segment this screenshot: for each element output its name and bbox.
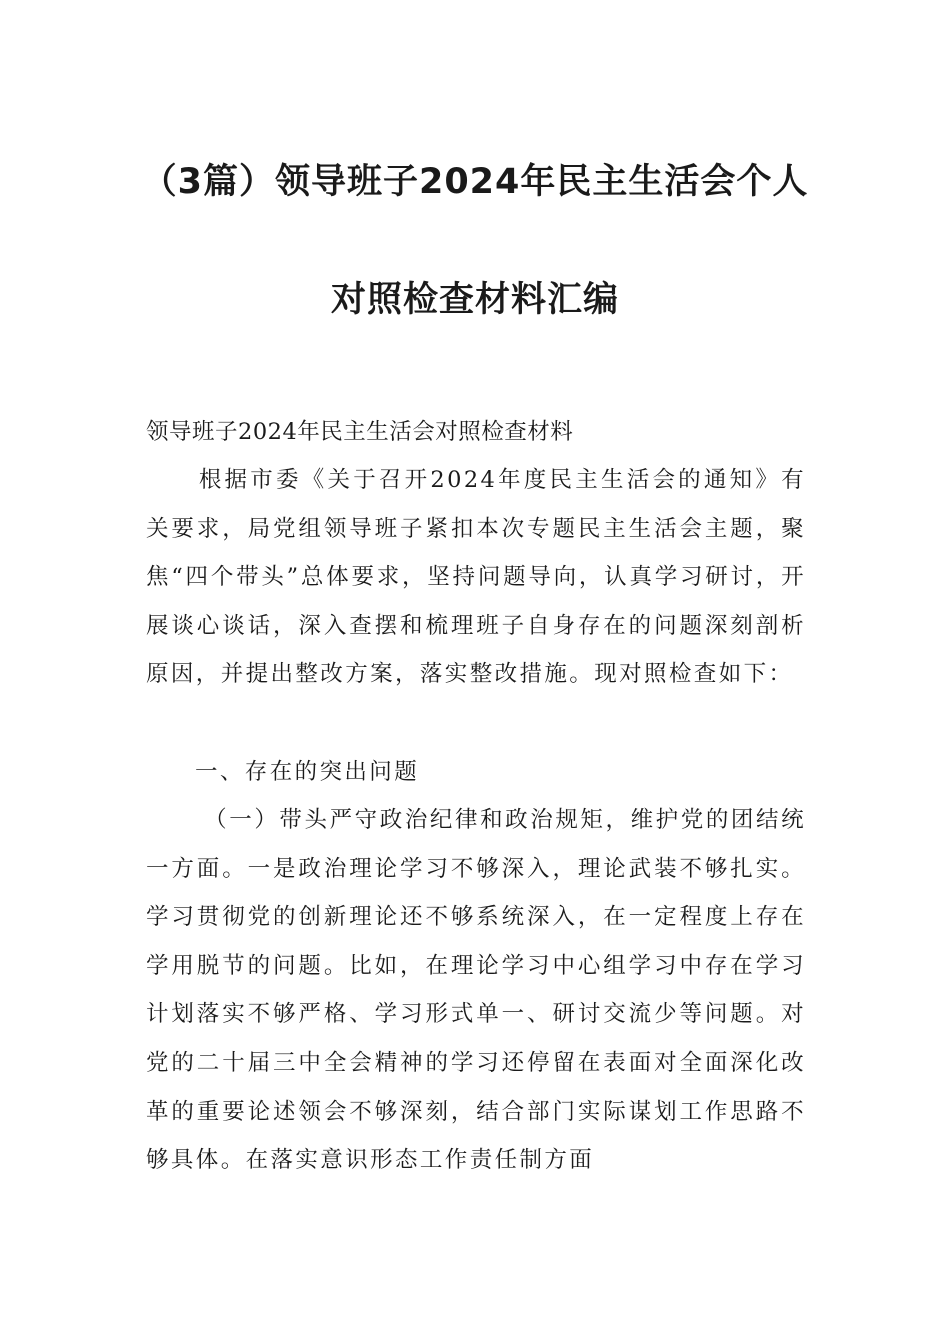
intro-paragraph-text: 根据市委《关于召开2024年度民主生活会的通知》有关要求，局党组领导班子紧扣本次专题民主生活会主题，聚焦“四个带头”总体要求，坚持问题导向，认真学习研讨，开展谈心谈话，深入查摆和梳理班子自身存在的问题深刻剖析原因，并提出整改方案，落实整改措施。现对照检查如下： (146, 467, 806, 688)
section-heading: 一、存在的突出问题 (195, 759, 420, 785)
body-paragraph (146, 796, 806, 1185)
document-subtitle: 领导班子2024年民主生活会对照检查材料 (146, 419, 574, 445)
document-title-line-1: （3篇）领导班子2024年民主生活会个人 (141, 162, 809, 202)
body-paragraph-text: （一）带头严守政治纪律和政治规矩，维护党的团结统一方面。一是政治理论学习不够深入，理论武装不够扎实。学习贯彻党的创新理论还不够系统深入，在一定程度上存在学用脱节的问题。比如，在理论学习中心组学习中存在学习计划落实不够严格、学习形式单一、研讨交流少等问题。对党的二十届三中全会精神的学习还停留在表面对全面深化改革的重要论述领会不够深刻，结合部门实际谋划工作思路不够具体。在落实意识形态工作责任制方面 (146, 807, 806, 1174)
document-title-line-2: 对照检查材料汇编 (330, 280, 619, 320)
intro-paragraph (146, 456, 806, 699)
